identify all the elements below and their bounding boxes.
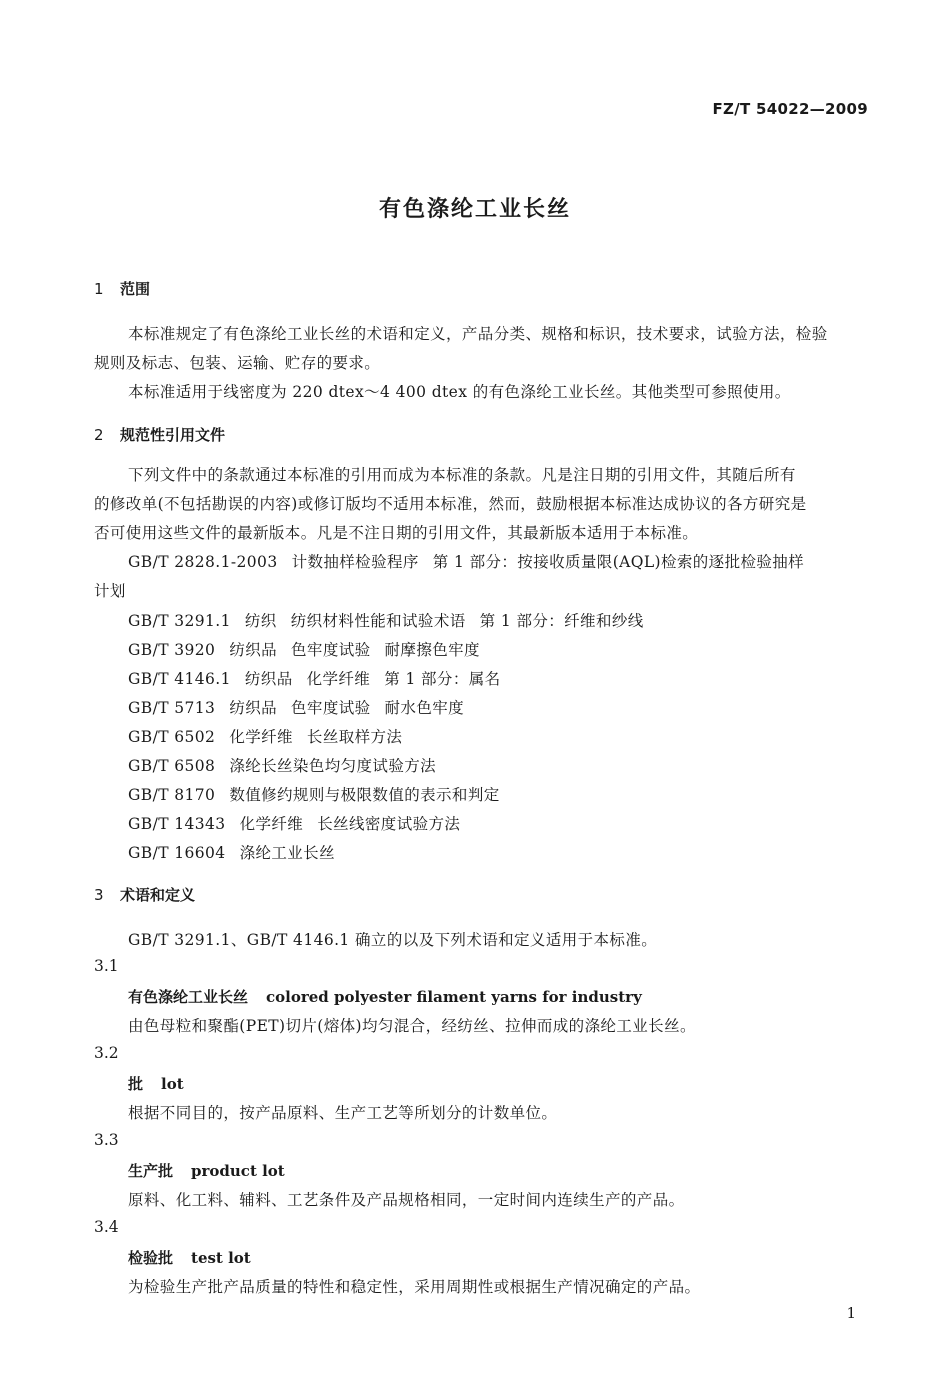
reference-item	[128, 841, 349, 863]
term-definition: 由色母粒和聚酯(PET)切片(熔体)均匀混合，经纺丝、拉伸而成的涤纶工业长丝。	[128, 1017, 696, 1035]
reference-code: GB/T 3920	[128, 641, 216, 659]
reference-item	[128, 696, 478, 718]
reference-code: GB/T 6508	[128, 757, 216, 775]
standard-code: FZ/T 54022—2009	[712, 100, 868, 118]
term-definition: 原料、化工料、辅料、工艺条件及产品规格相同，一定时间内连续生产的产品。	[128, 1191, 685, 1209]
reference-title: 纺织	[244, 612, 277, 630]
reference-item	[128, 609, 658, 631]
reference-item	[128, 638, 494, 660]
paragraph: GB/T 3291.1、GB/T 4146.1 确立的以及下列术语和定义适用于本标准。	[128, 931, 658, 949]
reference-title: 涤纶长丝染色均匀度试验方法	[229, 757, 437, 775]
reference-code: GB/T 3291.1	[128, 612, 231, 630]
term-number: 3.1	[94, 957, 119, 975]
term-entry	[128, 986, 642, 1007]
term-english: product lot	[191, 1162, 285, 1180]
section-title: 规范性引用文件	[120, 426, 226, 444]
reference-code: GB/T 5713	[128, 699, 216, 717]
section-title: 术语和定义	[120, 886, 196, 904]
reference-code: GB/T 4146.1	[128, 670, 231, 688]
document-title: 有色涤纶工业长丝	[378, 197, 571, 222]
reference-continuation: 计划	[94, 582, 126, 600]
reference-code: GB/T 16604	[128, 844, 226, 862]
reference-title: 纺织品	[244, 670, 293, 688]
section-number: 2	[94, 426, 104, 444]
reference-title: 化学纤维	[239, 815, 304, 833]
term-chinese: 有色涤纶工业长丝	[128, 988, 249, 1006]
term-entry	[128, 1247, 251, 1268]
section-heading-normative-references	[94, 424, 225, 445]
term-english: test lot	[191, 1249, 251, 1267]
reference-title: 纺织品	[229, 641, 278, 659]
section-heading-terms-definitions	[94, 884, 195, 905]
reference-title: 纺织材料性能和试验术语	[290, 612, 466, 630]
reference-item	[128, 783, 514, 805]
reference-item	[128, 550, 818, 572]
term-entry	[128, 1160, 285, 1181]
reference-title: 长丝取样方法	[306, 728, 403, 746]
reference-title: 化学纤维	[229, 728, 293, 746]
term-english: lot	[161, 1075, 184, 1093]
reference-code: GB/T 6502	[128, 728, 216, 746]
term-entry	[128, 1073, 184, 1094]
reference-code: GB/T 14343	[128, 815, 226, 833]
reference-item	[128, 812, 474, 834]
reference-title: 第 1 部分：属名	[384, 670, 501, 688]
reference-title: 长丝线密度试验方法	[317, 815, 461, 833]
reference-title: 色牢度试验	[291, 641, 371, 659]
reference-title: 耐摩擦色牢度	[384, 641, 480, 659]
paragraph: 的修改单(不包括勘误的内容)或修订版均不适用本标准，然而，鼓励根据本标准达成协议的各方研究是	[94, 495, 807, 513]
term-number: 3.4	[94, 1218, 119, 1236]
page-number: 1	[846, 1304, 856, 1322]
term-definition: 根据不同目的，按产品原料、生产工艺等所划分的计数单位。	[128, 1104, 558, 1122]
reference-title: 色牢度试验	[291, 699, 371, 717]
term-chinese: 检验批	[128, 1249, 174, 1267]
term-chinese: 批	[128, 1075, 144, 1093]
reference-title: 纺织品	[229, 699, 278, 717]
term-number: 3.2	[94, 1044, 119, 1062]
section-title: 范围	[120, 280, 151, 298]
reference-item	[128, 667, 515, 689]
term-english: colored polyester filament yarns for industry	[266, 988, 642, 1006]
term-chinese: 生产批	[128, 1162, 174, 1180]
reference-code: GB/T 8170	[128, 786, 216, 804]
reference-title: 化学纤维	[306, 670, 371, 688]
paragraph: 否可使用这些文件的最新版本。凡是不注日期的引用文件，其最新版本适用于本标准。	[94, 524, 699, 542]
paragraph: 规则及标志、包装、运输、贮存的要求。	[94, 354, 381, 372]
reference-title: 计数抽样检验程序	[291, 553, 419, 571]
reference-item	[128, 754, 450, 776]
paragraph: 下列文件中的条款通过本标准的引用而成为本标准的条款。凡是注日期的引用文件，其随后所有	[128, 466, 796, 484]
reference-title: 涤纶工业长丝	[239, 844, 335, 862]
term-number: 3.3	[94, 1131, 119, 1149]
paragraph: 本标准适用于线密度为 220 dtex～4 400 dtex 的有色涤纶工业长丝。其他类型可参照使用。	[128, 383, 791, 401]
section-heading-scope	[94, 278, 150, 299]
reference-item	[128, 725, 416, 747]
term-definition: 为检验生产批产品质量的特性和稳定性，采用周期性或根据生产情况确定的产品。	[128, 1278, 701, 1296]
reference-title: 耐水色牢度	[384, 699, 465, 717]
section-number: 1	[94, 280, 104, 298]
reference-title: 第 1 部分：按接收质量限(AQL)检索的逐批检验抽样	[432, 553, 805, 571]
reference-title: 第 1 部分：纤维和纱线	[479, 612, 644, 630]
paragraph: 本标准规定了有色涤纶工业长丝的术语和定义，产品分类、规格和标识，技术要求，试验方法，检验	[128, 325, 828, 343]
section-number: 3	[94, 886, 104, 904]
reference-title: 数值修约规则与极限数值的表示和判定	[229, 786, 500, 804]
reference-code: GB/T 2828.1-2003	[128, 553, 278, 571]
